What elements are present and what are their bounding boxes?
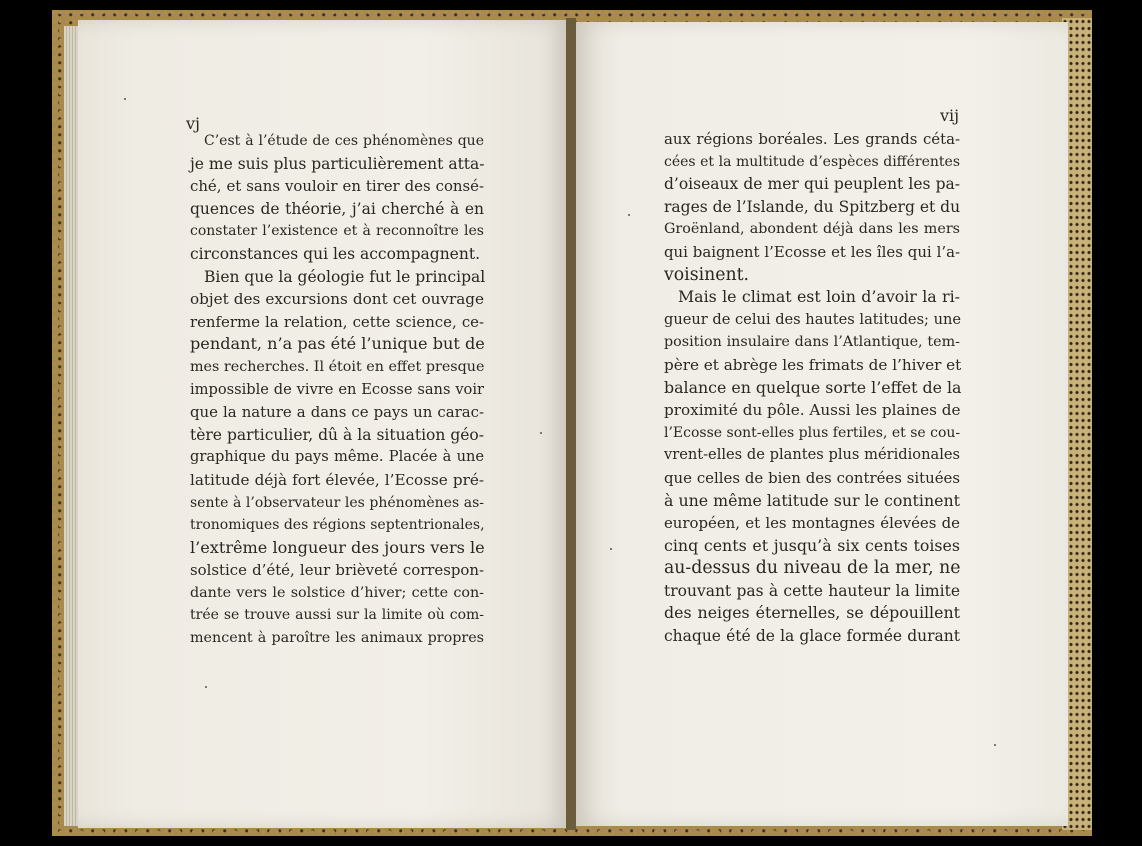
text-line: au-dessus du niveau de la mer, ne xyxy=(664,558,961,579)
text-line: tronomiques des régions septentrionales, xyxy=(190,517,485,534)
text-line: chaque été de la glace formée durant xyxy=(664,627,960,646)
text-line: sente à l’observateur les phénomènes as- xyxy=(190,494,484,511)
text-line: des neiges éternelles, se dépouillent xyxy=(664,603,960,623)
text-line: proximité du pôle. Aussi les plaines de xyxy=(664,401,961,420)
text-line: je me suis plus particulièrement atta- xyxy=(190,154,485,173)
text-line: solstice d’été, leur brièveté correspon- xyxy=(190,561,484,580)
text-line: Bien que la géologie fut le principal xyxy=(204,267,486,286)
text-line: que celles de bien des contrées situées xyxy=(664,468,960,487)
text-line: trée se trouve aussi sur la limite où com- xyxy=(190,607,484,624)
text-line: mes recherches. Il étoit en effet presque xyxy=(190,358,485,375)
text-line: ché, et sans vouloir en tirer des consé- xyxy=(190,177,484,196)
text-line: pendant, n’a pas été l’unique but de xyxy=(190,334,485,354)
page-number-right: vij xyxy=(940,106,960,125)
text-line: tère particulier, dû à la situation géo- xyxy=(190,425,484,444)
text-line: européen, et les montagnes élevées de xyxy=(664,514,960,533)
text-line: l’Ecosse sont-elles plus fertiles, et se cou- xyxy=(664,424,961,441)
text-line: d’oiseaux de mer qui peuplent les pa- xyxy=(664,175,960,194)
page-edges xyxy=(64,26,78,826)
text-line: C’est à l’étude de ces phénomènes que xyxy=(204,133,484,149)
text-line: objet des excursions dont cet ouvrage xyxy=(190,290,484,309)
text-line: constater l’existence et à reconnoître les xyxy=(190,223,484,240)
paper-speck xyxy=(205,686,207,688)
text-line: quences de théorie, j’ai cherché à en xyxy=(190,199,484,218)
paper-speck xyxy=(540,432,542,434)
paper-speck xyxy=(994,744,996,746)
text-line: vrent-elles de plantes plus méridionales xyxy=(664,446,960,464)
text-line: que la nature a dans ce pays un carac- xyxy=(190,403,484,422)
text-line: latitude déjà fort élevée, l’Ecosse pré- xyxy=(190,470,484,489)
book-gutter xyxy=(566,18,576,830)
left-page-text xyxy=(190,130,484,650)
text-line: dante vers le solstice d’hiver; cette con- xyxy=(190,584,484,601)
text-line: Groënland, abondent déjà dans les mers xyxy=(664,221,960,238)
text-line: mencent à paroître les animaux propres xyxy=(190,630,484,647)
text-line: cées et la multitude d’espèces différentes xyxy=(664,153,960,170)
text-line: rages de l’Islande, du Spitzberg et du xyxy=(664,197,961,216)
text-line: trouvant pas à cette hauteur la limite xyxy=(664,581,960,600)
text-line: qui baignent l’Ecosse et les îles qui l’a- xyxy=(664,242,960,261)
text-line: position insulaire dans l’Atlantique, tem- xyxy=(664,334,960,351)
text-line: voisinent. xyxy=(664,264,750,285)
paper-speck xyxy=(124,98,126,100)
text-line: circonstances qui les accompagnent. xyxy=(190,244,480,263)
text-line: père et abrège les frimats de l’hiver et xyxy=(664,355,962,374)
text-line: à une même latitude sur le continent xyxy=(664,490,960,510)
text-line: balance en quelque sorte l’effet de la xyxy=(664,377,962,397)
text-line: impossible de vivre en Ecosse sans voir xyxy=(190,380,484,398)
page-number-left: vj xyxy=(186,114,200,133)
paper-speck xyxy=(628,214,630,216)
text-line: cinq cents et jusqu’à six cents toises xyxy=(664,535,960,555)
text-line: graphique du pays même. Placée à une xyxy=(190,448,484,466)
text-line: gueur de celui des hautes latitudes; une xyxy=(664,310,962,328)
paper-speck xyxy=(610,548,612,550)
text-line: l’extrême longueur des jours vers le xyxy=(190,537,485,557)
text-line: Mais le climat est loin d’avoir la ri- xyxy=(678,287,960,307)
text-line: aux régions boréales. Les grands céta- xyxy=(664,130,960,148)
text-line: renferme la relation, cette science, ce- xyxy=(190,312,484,331)
right-page-text xyxy=(664,128,960,648)
